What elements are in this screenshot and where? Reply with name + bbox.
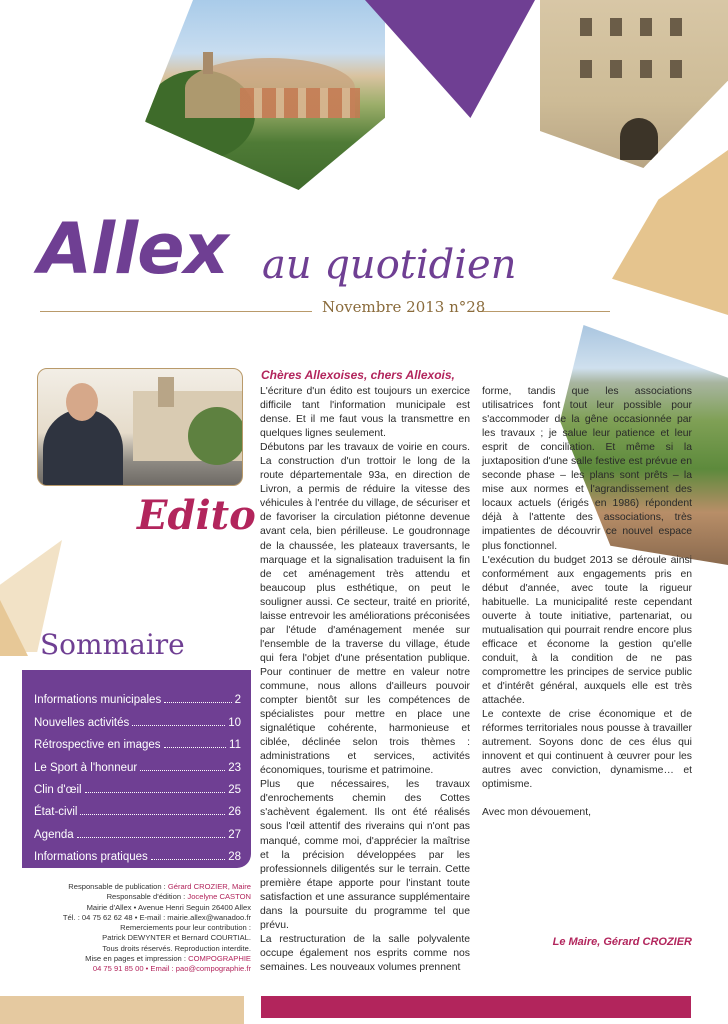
toc-item[interactable]: Informations municipales 2 xyxy=(34,694,241,707)
edito-greeting: Chères Allexoises, chers Allexois, xyxy=(261,368,455,382)
footer-bar-tan xyxy=(0,996,244,1024)
toc-item[interactable]: Rétrospective en images 11 xyxy=(34,739,241,752)
mayor-photo xyxy=(37,368,243,486)
toc-item[interactable]: Nouvelles activités 10 xyxy=(34,716,241,729)
issue-label: Novembre 2013 n°28 xyxy=(322,298,486,316)
masthead-rule-right xyxy=(478,311,610,312)
toc-item[interactable]: Clin d'œil 25 xyxy=(34,783,241,796)
edito-title: Edito xyxy=(137,492,256,539)
toc-item[interactable]: Le Sport à l'honneur 23 xyxy=(34,761,241,774)
masthead-rule-left xyxy=(40,311,312,312)
edito-signature: Le Maire, Gérard CROZIER xyxy=(552,936,692,948)
edito-column-2: forme, tandis que les associations utilisatrices font tout leur possible pour s'accommoder de la gêne occasionnée par les travaux ; je salue leur patience et leur esprit de conciliation. Et même si la juxtaposition d'une salle festive est prévue en seconde phase – les plans sont prêts – la mise aux normes et l'agrandissement des locaux actuels (érigés en 1986) répondent déjà à l'attente des associations, très impatientes de découvrir ce nouvel espace plus fonctionnel. L'exécution du budget 2013 se déroule ainsi conformément aux engagements pris en début d'année, avec toute la rigueur habituelle. La municipalité reste cependant ouverte à toute initiative, partenariat, ou mutualisation qui pourrait rendre encore plus efficace et économe la gestion qu'elle conduit, à la condition de ne pas compromettre les principes de service public et d'intérêt général, auxquels elle est très attachée. Le contexte de crise économique et de réformes territoriales nous pousse à travailler autrement. Soyons donc de ces élus qui innovent et qui continuent à œuvrer pour les autres avec conviction, dynamisme… et optimisme. Avec mon dévouement, xyxy=(482,386,692,819)
edito-column-1: L'écriture d'un édito est toujours un exercice difficile tant l'information municipale est dense. Et il me faut vous la transmettre en quelques lignes seulement. Débutons par les travaux de voirie en cours. La construction d'un trottoir le long de la route départementale 93a, en direction de Livron, a permis de réduire la vitesse des véhicules à l'entrée du village, de sécuriser et de favoriser la circulation piétonne devenue avant cela, bien périlleuse. Le goudronnage de la chaussée, les plateaux traversants, le marquage et la signalisation traduisent la fin de cet aménagement très attendu et beaucoup plus esthétique, on peut le souligner aussi. Ce secteur, traité en priorité, laisse entrevoir les améliorations préconisées par l'étude d'aménagement menée sur l'ensemble de la traverse du village, étude qui fera l'objet d'une présentation publique. Pour continuer de mettre en valeur notre commune, nous allons d'ailleurs pouvoir compter bientôt sur les compétences de spécialistes pour mettre en place une signalétique cohérente, harmonieuse et ciblée, déclinée selon trois thèmes : administrations et services, activités économiques, tourisme et patrimoine. Plus que nécessaires, les travaux d'enrochements chemin des Cottes s'achèvent également. Ils ont été réalisés sous l'œil attentif des riverains qui n'ont pas manqué, comme moi, d'apprécier la maîtrise et la précision développées par les professionnels diligentés sur le terrain. Cette première étape apporte pour l'instant toute satisfaction et une assurance supplémentaire dans la poursuite du programme tel que prévu. La restructuration de la salle polyvalente occupe également nos esprits comme nos semaines. Les nouveaux volumes prennent xyxy=(260,386,470,973)
masthead-title: Allex xyxy=(38,208,228,290)
purple-triangle-decoration xyxy=(365,0,535,118)
masthead-subtitle: au quotidien xyxy=(262,242,517,288)
sommaire-title: Sommaire xyxy=(40,628,185,661)
toc-item[interactable]: Agenda 27 xyxy=(34,828,241,841)
footer-bar-magenta xyxy=(261,996,691,1018)
publication-credits: Responsable de publication : Gérard CROZIER, Maire Responsable d'édition : Jocelyne CASTON Mairie d'Allex • Avenue Henri Seguin 26400 Allex Tél. : 04 75 62 62 48 • E-mail : mairie.allex@wanadoo.fr Remerciements pour leur contribution : Patrick DEWYNTER et Bernard COURTIAL. Tous droits réservés. Reproduction interdite. Mise en pages et impression : COMPOGRAPHIE 04 75 91 85 00 • Email : pao@compographie.fr xyxy=(62,882,251,974)
table-of-contents xyxy=(22,670,251,868)
village-photo xyxy=(145,0,385,190)
toc-item[interactable]: État-civil 26 xyxy=(34,806,241,819)
tan-shape-decoration xyxy=(612,150,728,315)
toc-item[interactable]: Informations pratiques 28 xyxy=(34,851,241,864)
town-hall-photo xyxy=(540,0,728,168)
